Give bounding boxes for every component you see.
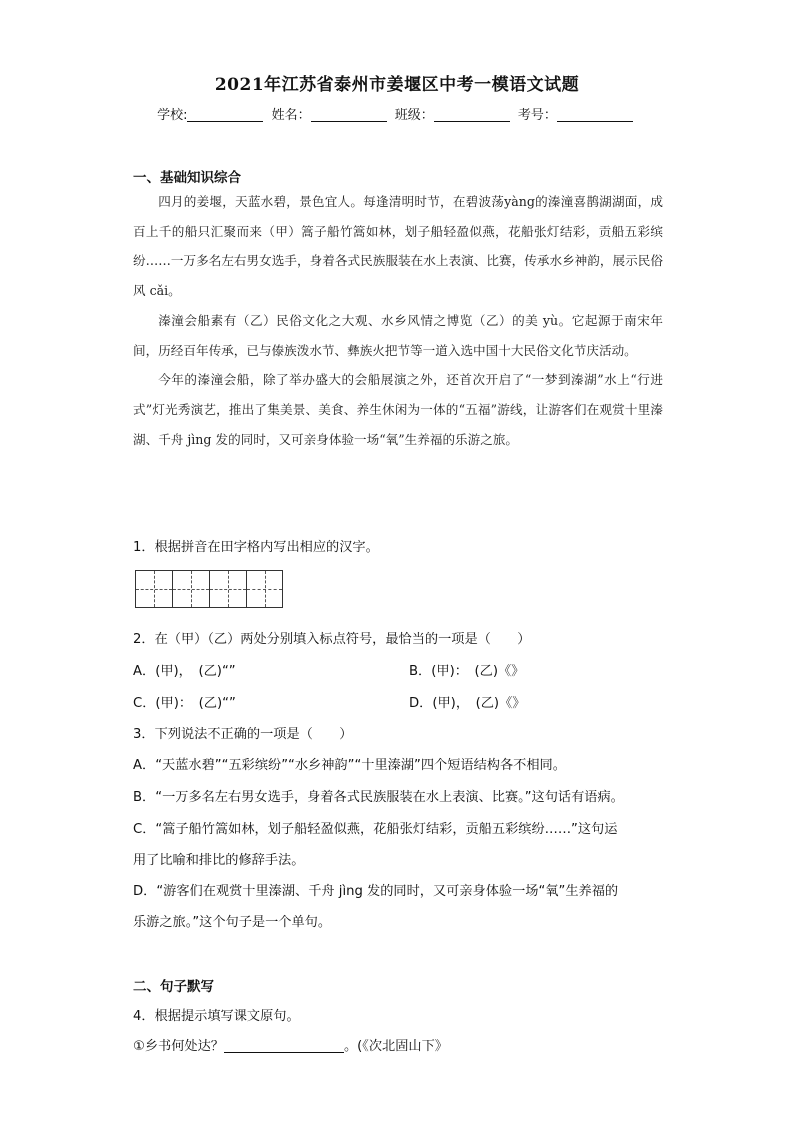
q3-option-a[interactable]: A．“天蓝水碧”“五彩缤纷”“水乡神韵”“十里溱湖”四个短语结构各不相同。 bbox=[133, 758, 566, 773]
q3-option-d-line1[interactable]: D．“游客们在观赏十里溱湖、千舟 jìng 发的同时，又可亲身体验一场“氧”生养福的 bbox=[133, 884, 619, 899]
q2-option-b[interactable]: B．(甲)： (乙)《》 bbox=[409, 664, 525, 679]
class-blank[interactable] bbox=[434, 107, 510, 122]
question-2: 2．在（甲）（乙）两处分别填入标点符号，最恰当的一项是（ ） bbox=[133, 632, 531, 647]
q2-option-c[interactable]: C．(甲)： (乙)“” bbox=[133, 696, 236, 711]
passage-paragraph-2: 溱潼会船素有（乙）民俗文化之大观、水乡风情之博览（乙）的美 yù。它起源于南宋年间，历经百年传承，已与傣族泼水节、彝族火把节等一道入选中国十大民俗文化节庆活动。 bbox=[133, 312, 663, 358]
name-blank[interactable] bbox=[311, 107, 387, 122]
q3-option-c-line2: 用了比喻和排比的修辞手法。 bbox=[133, 853, 305, 868]
passage-paragraph-3: 今年的溱潼会船，除了举办盛大的会船展演之外，还首次开启了“一梦到溱湖”水上“行进式”灯光秀演艺，推出了集美景、美食、养生休闲为一体的“五福”游线，让游客们在观赏十里溱湖、千舟 jìng 发的同时，又可亲身体验一场“氧”生养福的乐游之旅。 bbox=[133, 372, 663, 447]
tianzige-cell[interactable] bbox=[246, 570, 283, 608]
tianzige-cell[interactable] bbox=[172, 570, 209, 608]
question-3: 3．下列说法不正确的一项是（ ） bbox=[133, 727, 353, 742]
passage-paragraph-1: 四月的姜堰，天蓝水碧，景色宜人。每逢清明时节，在碧波荡yàng的溱潼喜鹊湖湖面，成百上千的船只汇聚而来（甲）篙子船竹篙如林，划子船轻盈似燕，花船张灯结彩，贡船五彩缤纷……一万多名左右男女选手，身着各式民族服装在水上表演、比赛，传承水乡神韵，展示民俗风 cǎi。 bbox=[133, 194, 663, 299]
question-4: 4．根据提示填写课文原句。 bbox=[133, 1009, 300, 1024]
tianzige-grid[interactable] bbox=[135, 570, 283, 608]
q4-1-answer-blank[interactable] bbox=[224, 1038, 344, 1053]
section-heading-1: 一、基础知识综合 bbox=[133, 170, 241, 186]
question-4-item-1 bbox=[133, 1035, 673, 1054]
name-label: 姓名： bbox=[271, 108, 311, 123]
reading-passage bbox=[133, 187, 663, 454]
q4-1-suffix: 。(《次北固山下》 bbox=[343, 1039, 448, 1054]
exam-number-blank[interactable] bbox=[557, 107, 633, 122]
q2-option-d[interactable]: D．(甲)， (乙)《》 bbox=[409, 696, 526, 711]
page-title: 2021年江苏省泰州市姜堰区中考一模语文试题 bbox=[214, 75, 580, 95]
tianzige-cell[interactable] bbox=[209, 570, 246, 608]
school-blank[interactable] bbox=[187, 107, 263, 122]
tianzige-cell[interactable] bbox=[135, 570, 172, 608]
q3-option-d-line2: 乐游之旅。”这个句子是一个单句。 bbox=[133, 915, 332, 930]
q3-option-c-line1[interactable]: C．“篙子船竹篙如林，划子船轻盈似燕，花船张灯结彩，贡船五彩缤纷……”这句运 bbox=[133, 822, 618, 837]
q2-option-a[interactable]: A．(甲)， (乙)“” bbox=[133, 664, 236, 679]
question-1: 1．根据拼音在田字格内写出相应的汉字。 bbox=[133, 540, 379, 555]
school-label: 学校: bbox=[157, 108, 188, 123]
student-info-line bbox=[0, 104, 794, 123]
class-label: 班级： bbox=[394, 108, 434, 123]
q3-option-b[interactable]: B．“一万多名左右男女选手，身着各式民族服装在水上表演、比赛。”这句话有语病。 bbox=[133, 790, 624, 805]
q4-1-prefix: ①乡书何处达？ bbox=[133, 1039, 224, 1054]
exam-number-label: 考号： bbox=[517, 108, 557, 123]
section-heading-2: 二、句子默写 bbox=[133, 979, 214, 995]
